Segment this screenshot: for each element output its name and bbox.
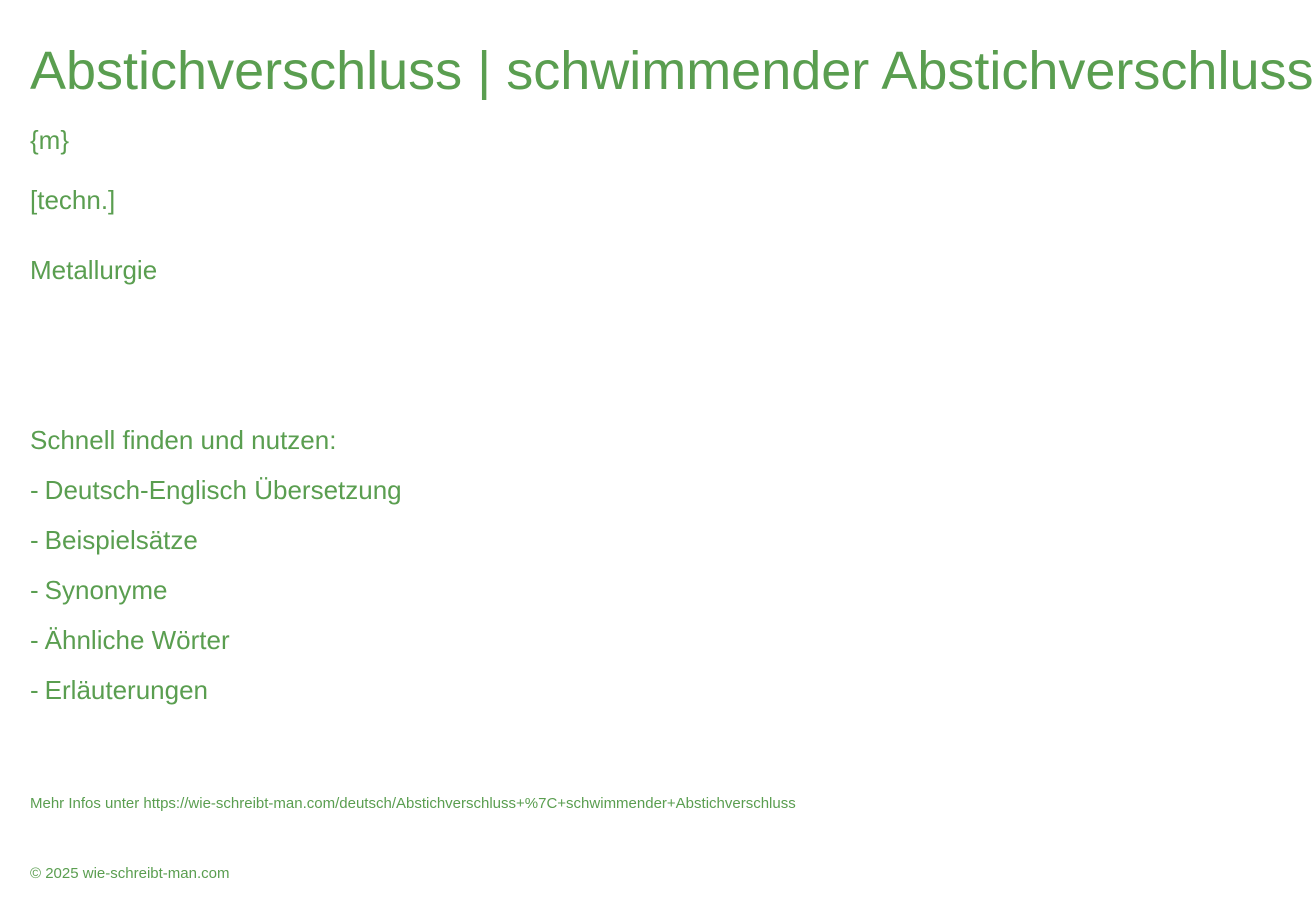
gender-label: {m} (30, 125, 70, 155)
quick-links-heading: Schnell finden und nutzen: (30, 425, 337, 455)
entry-page (30, 0, 1313, 900)
field-label: Metallurgie (30, 255, 158, 285)
quick-links-list (30, 474, 402, 706)
quick-link-label: Beispielsätze (44, 525, 198, 555)
page-title: Abstichverschluss | schwimmender Abstichverschluss (30, 41, 1313, 101)
quick-link-explanations[interactable]: - Erläuterungen (30, 675, 209, 705)
quick-link-label: Deutsch-Englisch Übersetzung (44, 475, 402, 505)
quick-link-synonyms[interactable]: - Synonyme (30, 575, 168, 605)
more-info-link[interactable]: Mehr Infos unter https://wie-schreibt-man.com/deutsch/Abstichverschluss+%7C+schwimmender+Abstichverschluss (30, 795, 796, 812)
quick-link-examples[interactable]: - Beispielsätze (30, 525, 198, 555)
quick-links-section (30, 424, 402, 724)
copyright-notice: © 2025 wie-schreibt-man.com (30, 865, 230, 882)
quick-link-label: Ähnliche Wörter (44, 625, 230, 655)
quick-link-label: Erläuterungen (44, 675, 209, 705)
subject-tag: [techn.] (30, 185, 116, 215)
quick-link-label: Synonyme (44, 575, 168, 605)
quick-link-translation[interactable]: - Deutsch-Englisch Übersetzung (30, 475, 402, 505)
quick-link-similar-words[interactable]: - Ähnliche Wörter (30, 625, 230, 655)
